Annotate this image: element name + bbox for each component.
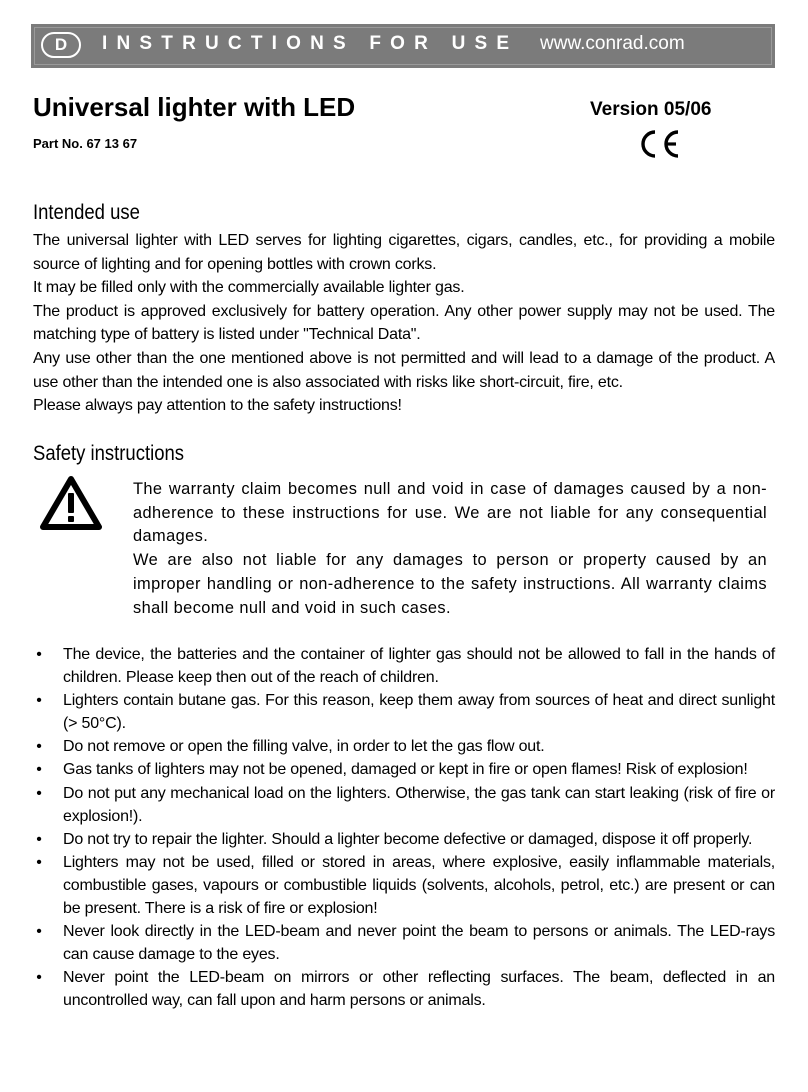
list-item: [33, 966, 775, 1012]
list-item: [33, 643, 775, 689]
banner-url: www.conrad.com: [540, 33, 685, 54]
intended-use-paragraph: The product is approved exclusively for battery operation. Any other power supply may not be used. The matching type of battery is listed under "Technical Data".: [33, 302, 775, 344]
header-banner: [31, 24, 775, 68]
warranty-paragraph: We are also not liable for any damages to person or property caused by an improper handling or non-adherence to the safety instructions. All warranty claims shall become null and void in such cases.: [133, 551, 767, 617]
bullet-icon: •: [36, 738, 42, 756]
bullet-icon: •: [36, 761, 42, 779]
bullet-icon: •: [36, 969, 42, 987]
list-item-text: Never look directly in the LED-beam and never point the beam to persons or animals. The LED-rays can cause damage to the eyes.: [63, 923, 775, 964]
safety-bullet-list: [33, 643, 775, 1013]
list-item: [33, 851, 775, 920]
intended-use-paragraph: It may be filled only with the commercially available lighter gas.: [33, 279, 465, 297]
warning-triangle-icon: [40, 475, 102, 531]
intended-use-text: [33, 229, 775, 418]
list-item-text: Never point the LED-beam on mirrors or other reflecting surfaces. The beam, deflected in an uncontrolled way, can fall upon and harm persons or animals.: [63, 969, 775, 1010]
list-item: [33, 735, 775, 758]
list-item: [33, 758, 775, 781]
list-item: [33, 920, 775, 966]
list-item-text: Do not try to repair the lighter. Should a lighter become defective or damaged, dispose it off properly.: [63, 830, 753, 848]
list-item-text: Lighters contain butane gas. For this reason, keep them away from sources of heat and direct sunlight (> 50°C).: [63, 692, 775, 733]
version-label: Version 05/06: [590, 99, 712, 120]
bullet-icon: •: [36, 923, 42, 941]
list-item-text: Do not put any mechanical load on the lighters. Otherwise, the gas tank can start leaking (risk of fire or explosion!).: [63, 784, 775, 825]
warranty-notice: [133, 478, 767, 620]
intended-use-paragraph: The universal lighter with LED serves for lighting cigarettes, cigars, candles, etc., for providing a mobile source of lighting and for opening bottles with crown corks.: [33, 232, 775, 273]
list-item-text: Do not remove or open the filling valve, in order to let the gas flow out.: [63, 738, 545, 756]
part-number: Part No. 67 13 67: [33, 136, 138, 151]
intended-use-heading: Intended use: [33, 201, 140, 224]
language-badge: D: [41, 32, 81, 58]
list-item-text: Lighters may not be used, filled or stored in areas, where explosive, easily inflammable materials, combustible gases, vapours or combustible liquids (solvents, alcohols, petrol, etc.) are present or can be present. There is a risk of fire or explosion!: [63, 853, 775, 918]
list-item-text: Gas tanks of lighters may not be opened, damaged or kept in fire or open flames! Risk of explosion!: [63, 761, 748, 779]
intended-use-paragraph: Any use other than the one mentioned above is not permitted and will lead to a damage of the product. A use other than the intended one is also associated with risks like short-circuit, fire, etc.: [33, 349, 775, 391]
bullet-icon: •: [36, 784, 42, 802]
list-item: [33, 689, 775, 735]
bullet-icon: •: [36, 853, 42, 871]
bullet-icon: •: [36, 692, 42, 710]
document-title: Universal lighter with LED: [33, 92, 356, 122]
bullet-icon: •: [36, 646, 42, 663]
banner-title: INSTRUCTIONS FOR USE: [102, 33, 519, 54]
safety-heading: Safety instructions: [33, 442, 185, 465]
ce-mark-icon: [636, 128, 682, 160]
warranty-paragraph: The warranty claim becomes null and void in case of damages caused by a non-adherence to these instructions for use. We are not liable for any consequential damages.: [133, 480, 767, 546]
list-item: [33, 828, 775, 851]
bullet-icon: •: [36, 830, 42, 848]
list-item: [33, 782, 775, 828]
intended-use-paragraph: Please always pay attention to the safety instructions!: [33, 397, 402, 415]
list-item-text: The device, the batteries and the container of lighter gas should not be allowed to fall in the hands of children. Please keep then out of the reach of children.: [63, 646, 775, 687]
